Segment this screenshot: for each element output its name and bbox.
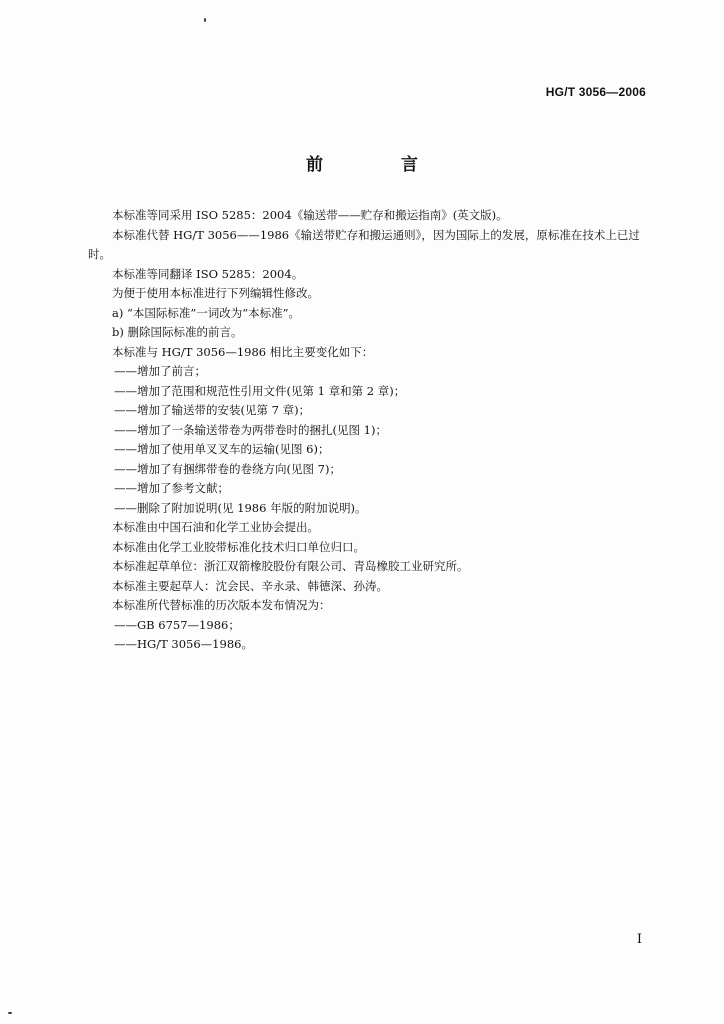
paragraph: 本标准等同翻译 ISO 5285：2004。 [112, 266, 304, 281]
list-item: a) “本国际标准”一词改为“本标准”。 [112, 305, 301, 320]
list-item: b) 删除国际标准的前言。 [112, 325, 243, 339]
paragraph: 本标准所代替标准的历次版本发布情况为： [112, 598, 331, 612]
change-item: ——删除了附加说明(见 1986 年版的附加说明)。 [114, 500, 367, 515]
paragraph: 本标准由中国石油和化学工业协会提出。 [112, 520, 319, 534]
history-item: ——HG/T 3056—1986。 [114, 637, 253, 651]
change-item: ——增加了范围和规范性引用文件(见第 1 章和第 2 章)； [114, 383, 406, 398]
page-title: 前 言 [306, 155, 454, 175]
change-item: ——增加了使用单叉叉车的运输(见图 6)； [114, 442, 330, 456]
history-item: ——GB 6757—1986； [114, 617, 240, 632]
page-number: I [636, 932, 642, 947]
scan-speck [204, 18, 206, 22]
paragraph: 本标准主要起草人：沈会民、辛永录、韩德深、孙涛。 [112, 578, 388, 593]
document-code: HG/T 3056—2006 [545, 85, 646, 99]
scan-speck [8, 1012, 12, 1014]
foreword-body [88, 206, 650, 655]
paragraph: 本标准起草单位：浙江双箭橡胶股份有限公司、青岛橡胶工业研究所。 [112, 559, 469, 573]
change-item: ——增加了前言； [114, 364, 206, 378]
change-item: ——增加了输送带的安装(见第 7 章)； [114, 403, 311, 417]
paragraph: 为便于使用本标准进行下列编辑性修改。 [112, 286, 319, 300]
paragraph: 本标准由化学工业胶带标准化技术归口单位归口。 [112, 539, 365, 554]
change-item: ——增加了一条输送带卷为两带卷时的捆扎(见图 1)； [114, 422, 387, 437]
change-item: ——增加了参考文献； [114, 481, 229, 495]
paragraph: 本标准代替 HG/T 3056——1986《输送带贮存和搬运通则》，因为国际上的发展，原标准在技术上已过时。 [88, 227, 640, 261]
paragraph: 本标准等同采用 ISO 5285：2004《输送带——贮存和搬运指南》(英文版)。 [112, 208, 508, 222]
paragraph: 本标准与 HG/T 3056—1986 相比主要变化如下： [112, 344, 374, 359]
change-item: ——增加了有捆绑带卷的卷绕方向(见图 7)； [114, 461, 341, 476]
